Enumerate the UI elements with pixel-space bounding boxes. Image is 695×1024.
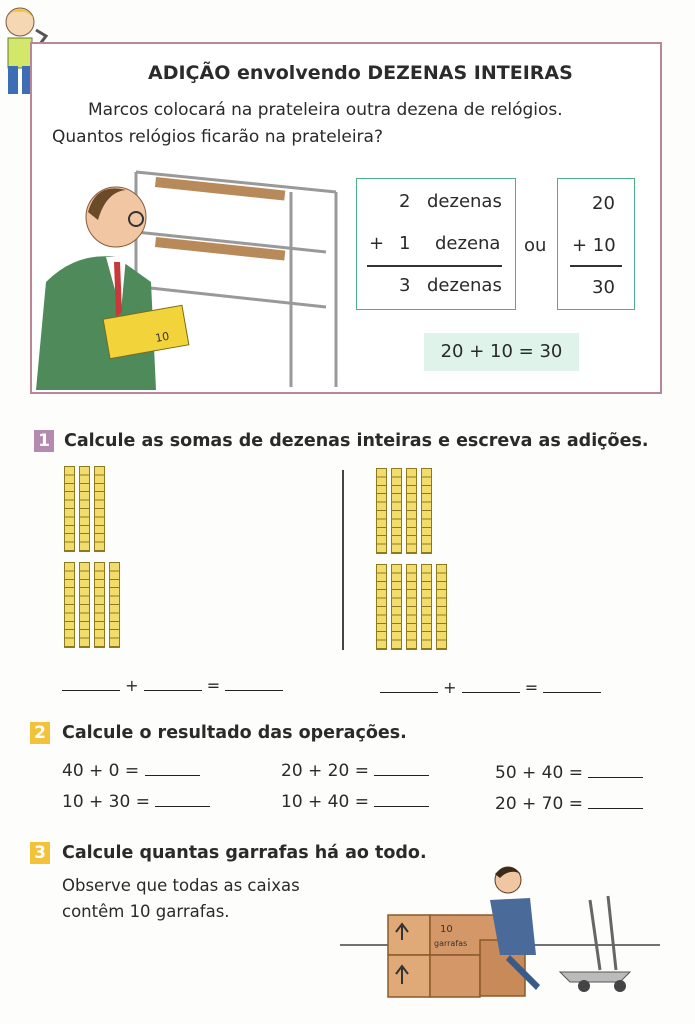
exercise-3-title: Calcule quantas garrafas há ao todo. bbox=[62, 843, 427, 863]
question-line-1: Marcos colocará na prateleira outra dezena de relógios. bbox=[88, 100, 563, 120]
row1-num: 2 bbox=[399, 191, 411, 212]
answer-blank[interactable] bbox=[225, 676, 283, 691]
answer-blank[interactable] bbox=[380, 678, 438, 693]
rods-left-top bbox=[64, 466, 105, 552]
box-label-num: 10 bbox=[440, 924, 453, 935]
exercise-3-number: 3 bbox=[30, 842, 50, 864]
operation: 40 + 0 = bbox=[62, 761, 200, 781]
dezenas-box bbox=[356, 178, 516, 310]
row2-word: dezena bbox=[435, 233, 501, 254]
divider bbox=[342, 470, 344, 650]
question-line-2: Quantos relógios ficarão na prateleira? bbox=[52, 127, 383, 147]
exercise-2-title: Calcule o resultado das operações. bbox=[62, 723, 407, 743]
answer-blank[interactable] bbox=[374, 761, 429, 776]
answer-blank[interactable] bbox=[62, 676, 120, 691]
exercise-2-number: 2 bbox=[30, 722, 50, 744]
answer-blank[interactable] bbox=[588, 794, 643, 809]
exercise-3-line-1: Observe que todas as caixas bbox=[62, 876, 300, 895]
operation: 20 + 70 = bbox=[495, 794, 643, 814]
man-with-watch-shelf-illustration bbox=[36, 162, 346, 390]
exercise-1-title: Calcule as somas de dezenas inteiras e escreva as adições. bbox=[64, 431, 649, 451]
numbers-box bbox=[557, 178, 635, 310]
row2-op: + bbox=[369, 233, 385, 254]
equation-box: 20 + 10 = 30 bbox=[424, 333, 579, 371]
operation: 20 + 20 = bbox=[281, 761, 429, 781]
operation: 10 + 40 = bbox=[281, 792, 429, 812]
rods-left-bottom bbox=[64, 562, 120, 648]
exercise-1-number: 1 bbox=[34, 430, 54, 452]
page-title: ADIÇÃO envolvendo DEZENAS INTEIRAS bbox=[148, 62, 573, 84]
box-label-word: garrafas bbox=[434, 939, 468, 948]
answer-blank[interactable] bbox=[543, 678, 601, 693]
num-row2: + 10 bbox=[572, 235, 616, 256]
answer-line-left: + = bbox=[62, 676, 283, 695]
row3-word: dezenas bbox=[427, 275, 502, 296]
operation: 10 + 30 = bbox=[62, 792, 210, 812]
answer-blank[interactable] bbox=[145, 761, 200, 776]
rods-right-top bbox=[376, 468, 432, 554]
exercise-3-line-2: contêm 10 garrafas. bbox=[62, 902, 230, 921]
operation: 50 + 40 = bbox=[495, 763, 643, 783]
ou-label: ou bbox=[524, 235, 547, 256]
num-row1: 20 bbox=[592, 193, 615, 214]
rods-right-bottom bbox=[376, 564, 447, 650]
answer-blank[interactable] bbox=[374, 792, 429, 807]
answer-line-right: + = bbox=[380, 678, 601, 697]
num-row3: 30 bbox=[592, 277, 615, 298]
row2-num: 1 bbox=[399, 233, 411, 254]
boxes-worker-illustration bbox=[340, 860, 660, 1010]
answer-blank[interactable] bbox=[144, 676, 202, 691]
answer-blank[interactable] bbox=[462, 678, 520, 693]
answer-blank[interactable] bbox=[588, 763, 643, 778]
row1-word: dezenas bbox=[427, 191, 502, 212]
box-label: 10 bbox=[154, 329, 171, 345]
answer-blank[interactable] bbox=[155, 792, 210, 807]
row3-num: 3 bbox=[399, 275, 411, 296]
